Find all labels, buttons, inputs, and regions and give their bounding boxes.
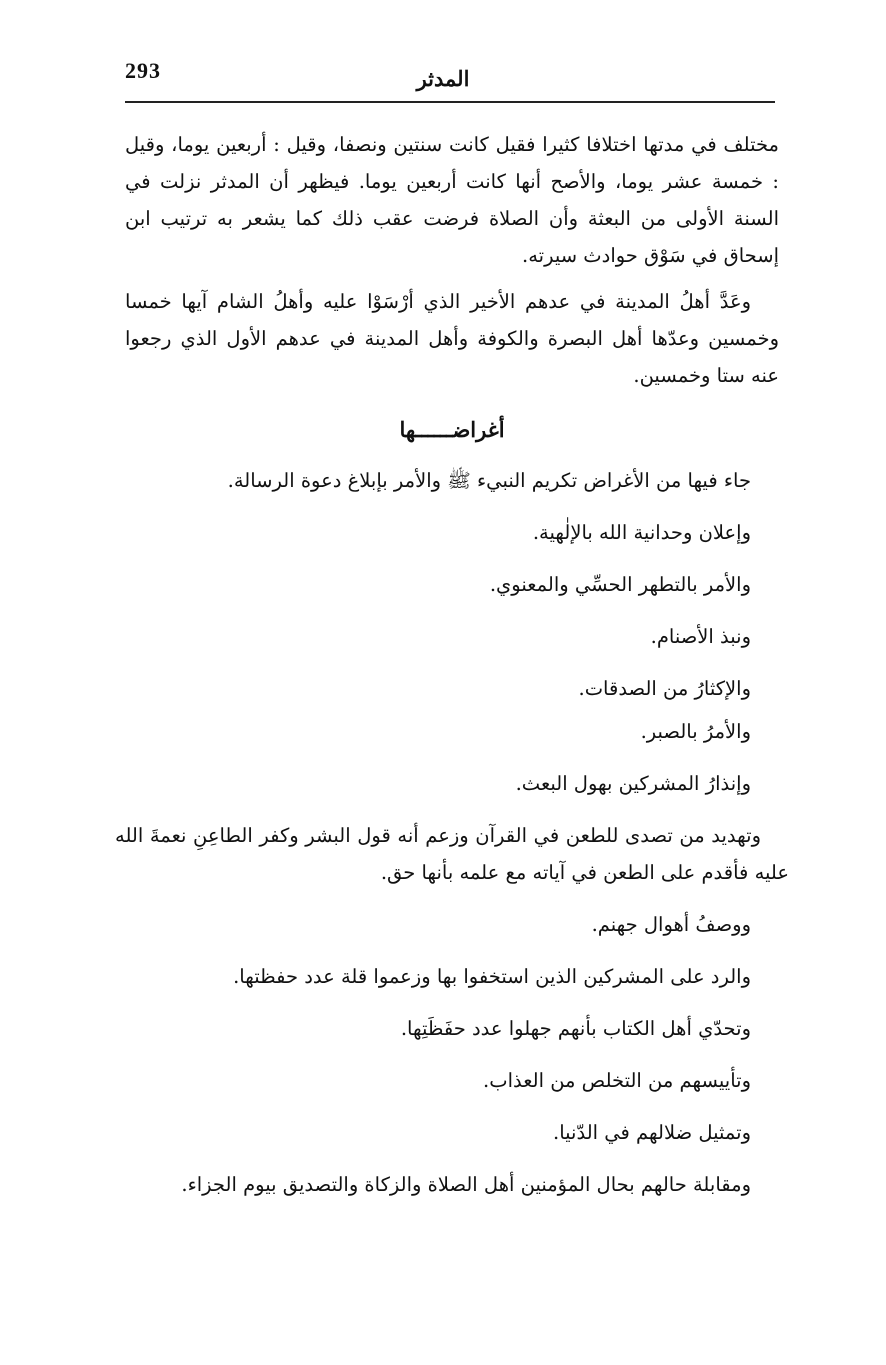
page-number: 293 xyxy=(125,58,161,83)
goal-item: ونبذ الأصنام. xyxy=(650,625,751,648)
goal-item: والأمرُ بالصبر. xyxy=(640,720,751,743)
goal-item: ومقابلة حالهم بحال المؤمنين أهل الصلاة والزكاة والتصديق بيوم الجزاء. xyxy=(181,1173,751,1196)
goal-item: وإنذارُ المشركين بهول البعث. xyxy=(515,772,751,795)
section-title-goals: أغراضــــــها xyxy=(399,417,505,442)
goal-item: وتحدّي أهل الكتاب بأنهم جهلوا عدد حفَظَتِها. xyxy=(400,1017,751,1040)
goals-list xyxy=(115,462,789,1203)
goal-item: وتأييسهم من التخلص من العذاب. xyxy=(483,1069,751,1092)
goal-item: وتمثيل ضلالهم في الدّنيا. xyxy=(553,1121,751,1144)
paragraph-duration: مختلف في مدتها اختلافا كثيرا فقيل كانت سنتين ونصفا، وقيل : أربعين يوما، وقيل : خمسة عشر يوما، والأصح أنها كانت أربعين يوما. فيظهر أن المدثر نزلت في السنة الأولى من البعثة وأن الصلاة فرضت عقب ذلك كما يشعر به ترتيب ابن إسحاق في سَوْق حوادث سيرته. xyxy=(125,133,779,267)
goal-item: والرد على المشركين الذين استخفوا بها وزعموا قلة عدد حفظتها. xyxy=(233,965,751,988)
goal-item: وإعلان وحدانية الله بالإلٰهية. xyxy=(532,521,751,544)
goal-item: والأمر بالتطهر الحسِّي والمعنوي. xyxy=(489,573,751,596)
paragraph-verse-count: وعَدَّ أهلُ المدينة في عدهم الأخير الذي أرْسَوْا عليه وأهلُ الشام آيها خمسا وخمسين وعدّها أهل البصرة والكوفة وأهل المدينة في عدهم الأول الذي رجعوا عنه ستا وخمسين. xyxy=(125,290,779,387)
goal-item: والإكثارُ من الصدقات. xyxy=(578,677,751,700)
running-title: المدثر xyxy=(416,66,470,91)
goal-item: ووصفُ أهوال جهنم. xyxy=(591,913,751,936)
goal-item: جاء فيها من الأغراض تكريم النبيء ﷺ والأمر بإبلاغ دعوة الرسالة. xyxy=(227,469,751,492)
header-divider xyxy=(125,101,775,103)
goal-item: وتهديد من تصدى للطعن في القرآن وزعم أنه قول البشر وكفر الطاعِنِ نعمةَ الله عليه فأقدم على الطعن في آياته مع علمه بأنها حق. xyxy=(115,824,789,884)
page-body xyxy=(115,126,789,1218)
